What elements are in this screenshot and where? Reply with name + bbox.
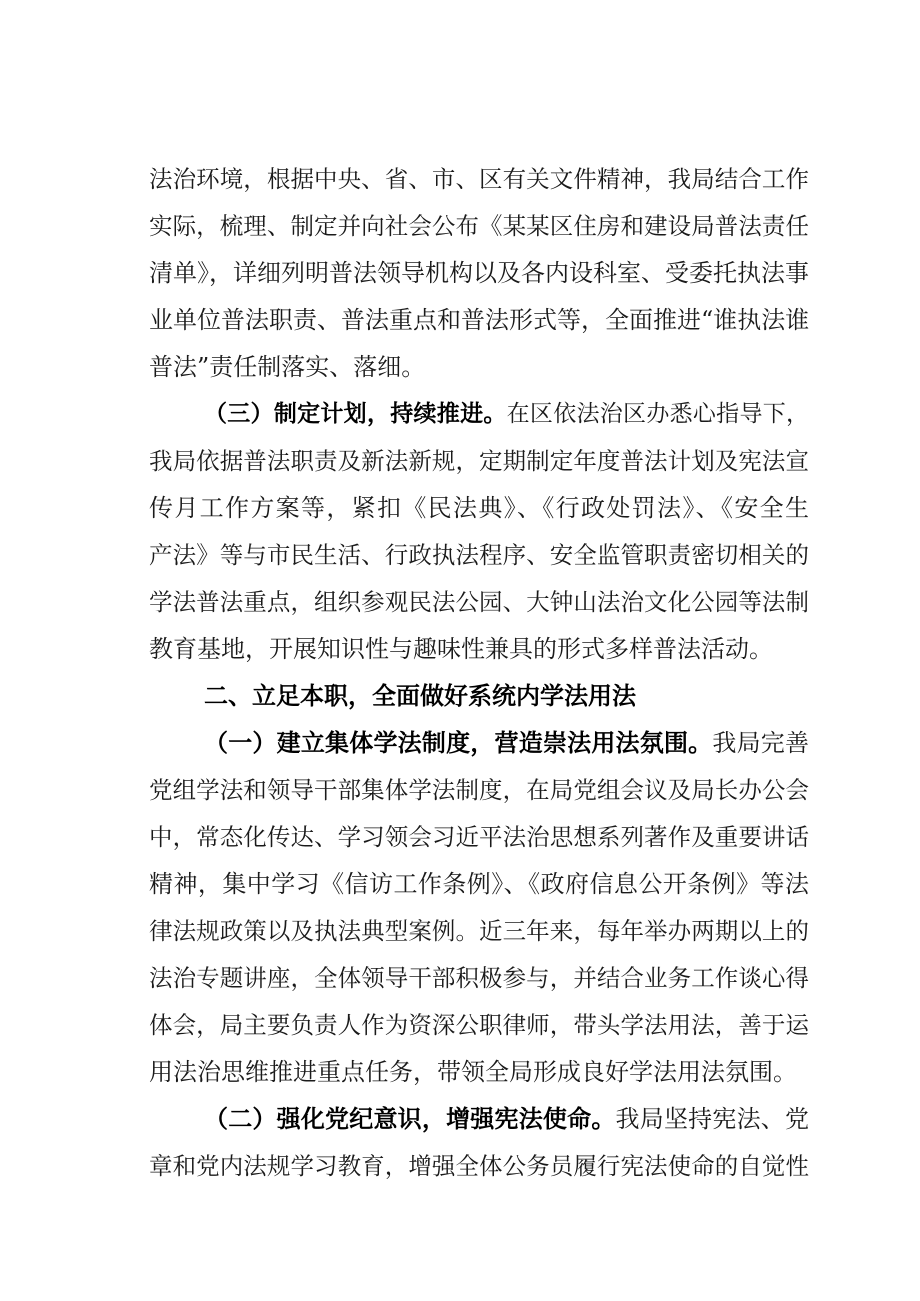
paragraph-2-bold-lead: （三）制定计划，持续推进。 (204, 401, 507, 427)
paragraph-4-bold-lead: （二）强化党纪意识，增强宪法使命。 (204, 1105, 616, 1133)
paragraph-3-line-3: 中，常态化传达、学习领会习近平法治思想系列著作及重要讲话 (149, 823, 809, 851)
paragraph-2-line-1-text: 在区依法治区办悉心指导下， (506, 401, 810, 427)
paragraph-1-line-4: 业单位普法职责、普法重点和普法形式等，全面推进“谁执法谁 (149, 306, 810, 334)
paragraph-2-line-4: 产法》等与市民生活、行政执法程序、安全监管职责密切相关的 (149, 541, 809, 569)
paragraph-3-line-4: 精神，集中学习《信访工作条例》、《政府信息公开条例》等法 (149, 870, 809, 898)
paragraph-4-line-1 (204, 1104, 809, 1134)
paragraph-1-line-3: 清单》，详细列明普法领导机构以及各内设科室、受委托执法事 (149, 259, 809, 287)
paragraph-3-line-1-text: 我局完善 (712, 729, 809, 757)
paragraph-1-line-1: 法治环境，根据中央、省、市、区有关文件精神，我局结合工作 (149, 165, 809, 193)
section-heading-2: 二、立足本职，全面做好系统内学法用法 (204, 682, 636, 710)
paragraph-4-line-2: 章和党内法规学习教育，增强全体公务员履行宪法使命的自觉性 (149, 1152, 809, 1180)
paragraph-2-line-6: 教育基地，开展知识性与趣味性兼具的形式多样普法活动。 (149, 635, 773, 663)
paragraph-3-line-1 (204, 728, 809, 758)
paragraph-3-line-7: 体会，局主要负责人作为资深公职律师，带头学法用法，善于运 (149, 1011, 809, 1039)
paragraph-1-line-5: 普法”责任制落实、落细。 (149, 353, 426, 381)
paragraph-1-line-2: 实际，梳理、制定并向社会公布《某某区住房和建设局普法责任 (149, 212, 809, 240)
paragraph-3-line-6: 法治专题讲座，全体领导干部积极参与，并结合业务工作谈心得 (149, 964, 809, 992)
paragraph-4-line-1-text: 我局坚持宪法、党 (615, 1105, 810, 1133)
paragraph-3-line-2: 党组学法和领导干部集体学法制度，在局党组会议及局长办公会 (149, 776, 809, 804)
paragraph-3-line-5: 律法规政策以及执法典型案例。近三年来，每年举办两期以上的 (149, 917, 809, 945)
paragraph-2-line-5: 学法普法重点，组织参观民法公园、大钟山法治文化公园等法制 (149, 588, 809, 616)
paragraph-3-bold-lead: （一）建立集体学法制度，营造崇法用法氛围。 (204, 729, 713, 757)
paragraph-2-line-3: 传月工作方案等，紧扣《民法典》、《行政处罚法》、《安全生 (149, 494, 809, 522)
paragraph-2-line-1 (204, 399, 809, 429)
paragraph-2-line-2: 我局依据普法职责及新法新规，定期制定年度普法计划及宪法宣 (149, 447, 809, 475)
paragraph-3-line-8: 用法治思维推进重点任务，带领全局形成良好学法用法氛围。 (149, 1058, 797, 1086)
